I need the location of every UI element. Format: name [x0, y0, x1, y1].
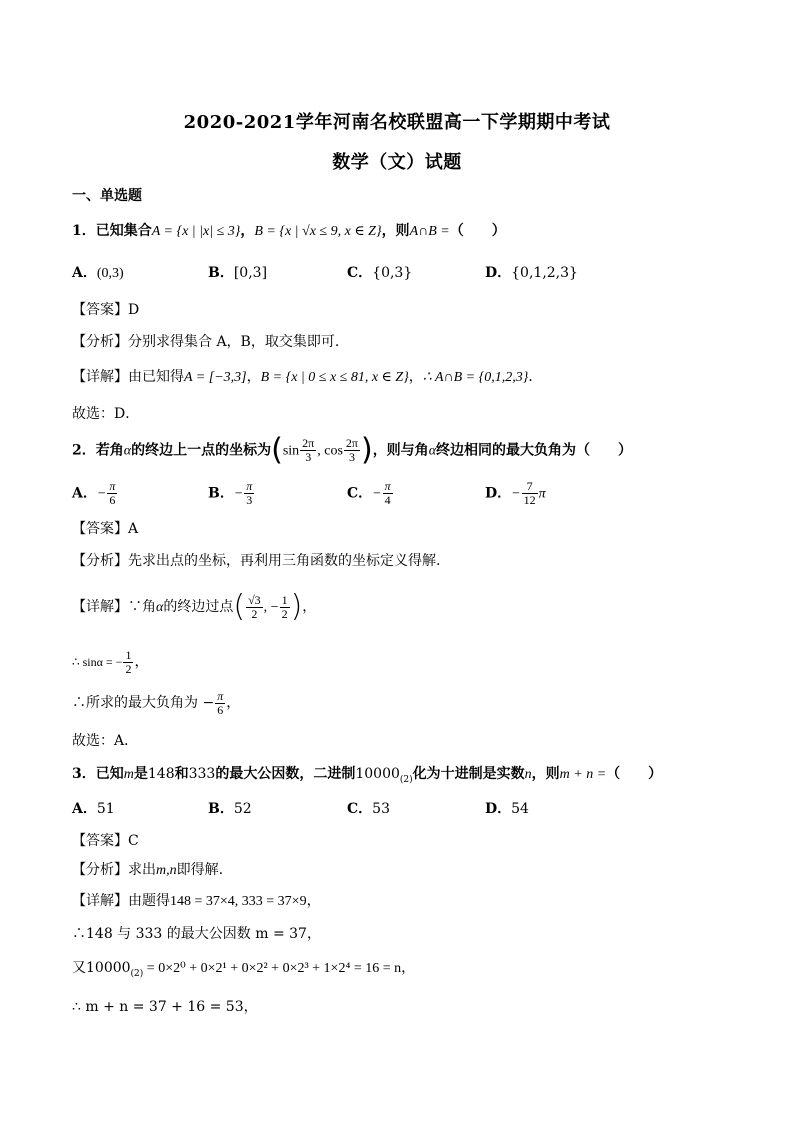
detail-expr: 148 = 37×4, 333 = 37×9	[170, 894, 307, 909]
option-label: A．	[72, 265, 97, 281]
frac-den: 3	[246, 493, 253, 507]
q3-sum-line: ∴ m + n = 37 + 16 = 53，	[72, 999, 258, 1015]
left-paren: (	[233, 589, 246, 624]
right-paren: )	[290, 589, 303, 624]
q1-stem	[72, 221, 734, 242]
option-value: {0,1,2,3}	[511, 265, 578, 281]
q1-option-d	[485, 263, 578, 283]
option-value: 54	[511, 801, 529, 817]
q1-option-c	[347, 263, 412, 283]
frac-num: √3	[248, 592, 261, 607]
q3-stem-text: 已知	[95, 766, 124, 782]
frac-num: 1	[125, 647, 132, 662]
conv-text: 又	[72, 960, 86, 976]
frac-num: π	[384, 479, 391, 493]
frac-den: 6	[109, 493, 116, 507]
q1-blank: （ ）	[449, 223, 506, 239]
q2-stem-text2: 的终边上一点的坐标为	[131, 442, 272, 459]
detail-tag: 【详解】	[72, 369, 128, 385]
q2-result-line	[72, 688, 734, 718]
q2-answer	[72, 519, 734, 539]
analysis-tag: 【分析】	[72, 553, 128, 569]
q3-stem-text2: 是	[133, 766, 148, 782]
q1-number: 1．	[72, 223, 96, 239]
conv-binary: 10000	[86, 960, 131, 976]
option-value: 53	[372, 801, 390, 817]
q1-answer	[72, 300, 734, 320]
option-sign: −	[96, 486, 107, 502]
q2-alpha: α	[428, 443, 437, 459]
q3-answer	[72, 831, 734, 851]
q3-stem-text6: ，则	[531, 766, 560, 782]
option-value: 52	[233, 801, 252, 817]
detail-tag: 【详解】	[72, 599, 128, 615]
detail-text: ∵角	[128, 599, 156, 615]
q2-option-d	[485, 480, 546, 507]
point-frac2	[280, 594, 290, 621]
analysis-tag: 【分析】	[72, 334, 128, 350]
frac-den: 3	[348, 450, 355, 464]
option-sign: −	[372, 486, 382, 502]
detail-end: ．	[528, 369, 543, 385]
answer-tag: 【答案】	[72, 521, 128, 537]
q2-choose: 故选：A．	[72, 733, 139, 749]
option-label: C．	[347, 801, 373, 817]
q3-analysis	[72, 860, 734, 881]
section-heading: 一、单选题	[72, 188, 142, 204]
detail-end: ，	[302, 599, 317, 615]
analysis-text2: 即得解.	[176, 862, 224, 878]
point-frac1	[246, 594, 263, 621]
q3-blank: （ ）	[606, 766, 663, 782]
detail-set-a: A = [−3,3]	[184, 370, 247, 385]
option-label: D．	[485, 265, 512, 281]
q2-stem-text3: ，则与角	[372, 442, 429, 459]
detail-sep: ，	[246, 369, 261, 385]
q1-expr: A∩B =	[409, 224, 450, 239]
q2-sin: sin	[282, 443, 300, 459]
q1-stem-text2: ，则	[381, 223, 410, 239]
q2-option-a	[72, 480, 118, 507]
option-value: {0,3}	[372, 265, 413, 281]
option-label: C．	[347, 265, 373, 281]
q1-option-a	[72, 263, 124, 284]
q2-stem-text: 若角	[95, 442, 124, 459]
frac-num: 7	[522, 480, 538, 494]
q1-set-b: B = {x | √x ≤ 9, x ∈ Z}	[254, 224, 382, 239]
q2-alpha: α	[123, 443, 132, 459]
q3-stem-text3: 和	[174, 766, 189, 782]
q3-gcd-line: ∴148 与 333 的最大公因数 m = 37，	[72, 926, 321, 942]
q2-stem-text4: 终边相同的最大负角为（ ）	[436, 442, 633, 459]
conv-binary-sub: (2)	[130, 968, 144, 979]
detail-tag: 【详解】	[72, 893, 128, 909]
q3-333: 333	[188, 766, 216, 782]
page-subtitle: 数学（文）试题	[332, 152, 462, 173]
q2-number: 2．	[72, 442, 96, 459]
analysis-tag: 【分析】	[72, 862, 128, 878]
sin-expr: ∴ sinα = −	[72, 655, 123, 669]
frac-num: 2π	[302, 436, 315, 450]
sin-frac	[123, 649, 133, 676]
answer-value: D	[128, 302, 140, 318]
q3-conversion-line	[72, 958, 734, 984]
q3-148: 148	[147, 766, 175, 782]
q2-option-c	[347, 480, 394, 507]
q3-m: m	[123, 767, 134, 782]
q2-option-b	[208, 480, 255, 507]
q1-option-b	[208, 263, 267, 283]
option-label: C．	[347, 485, 373, 502]
q3-number: 3．	[72, 766, 96, 782]
result-frac	[215, 690, 225, 717]
right-paren: )	[360, 432, 373, 468]
frac-den: 2	[251, 606, 258, 621]
option-value: [0,3]	[233, 265, 268, 281]
q3-n: n	[524, 767, 532, 782]
answer-tag: 【答案】	[72, 833, 128, 849]
q1-stem-text: 已知集合	[95, 223, 152, 239]
option-value: (0,3)	[96, 266, 124, 281]
answer-value: C	[128, 833, 139, 849]
q3-stem	[72, 764, 734, 790]
frac-num: 1	[281, 592, 288, 607]
q2-detail	[72, 589, 734, 624]
result-end: ，	[226, 695, 241, 711]
option-label: B．	[208, 801, 234, 817]
q3-detail	[72, 891, 734, 912]
option-sign: −	[233, 486, 244, 502]
detail-text: 由已知得	[128, 369, 184, 385]
detail-conclusion: ∴ A∩B = {0,1,2,3}	[422, 370, 529, 385]
q1-choose: 故选：D．	[72, 406, 140, 422]
option-label: D．	[485, 801, 512, 817]
q1-detail	[72, 367, 734, 388]
q2-frac2	[344, 437, 360, 464]
q3-option-d	[485, 799, 529, 819]
option-frac	[244, 480, 254, 507]
option-label: D．	[485, 485, 512, 502]
frac-den: 2	[281, 606, 288, 621]
frac-num: π	[109, 479, 116, 493]
answer-tag: 【答案】	[72, 302, 128, 318]
q3-stem-text5: 化为十进制是实数	[412, 766, 525, 782]
option-label: B．	[208, 485, 234, 502]
option-value: 51	[96, 801, 115, 817]
frac-den: 2	[125, 661, 132, 676]
sin-end: ，	[134, 654, 149, 670]
frac-num: 2π	[345, 436, 358, 450]
option-sign: −	[511, 486, 521, 502]
page-title: 2020-2021学年河南名校联盟高一下学期期中考试	[183, 112, 611, 133]
option-frac	[107, 480, 117, 507]
q2-frac1	[300, 437, 316, 464]
q1-sep: ，	[240, 223, 255, 239]
answer-value: A	[128, 521, 139, 537]
detail-set-b: B = {x | 0 ≤ x ≤ 81, x ∈ Z}	[260, 370, 409, 385]
detail-alpha: α	[156, 600, 164, 615]
frac-den: 3	[305, 450, 312, 464]
analysis-mn: m,n	[156, 863, 177, 878]
left-paren: (	[271, 432, 283, 468]
conv-end: ，	[401, 960, 416, 976]
q3-option-b	[208, 799, 252, 819]
frac-num: π	[217, 688, 224, 703]
frac-den: 12	[523, 493, 536, 507]
option-label: A．	[72, 801, 97, 817]
detail-sep: ，	[408, 369, 423, 385]
point-sep: , −	[263, 600, 279, 615]
q3-binary-sub: (2)	[399, 774, 413, 785]
option-label: B．	[208, 265, 234, 281]
frac-den: 4	[384, 493, 391, 507]
q3-stem-text4: 的最大公因数，二进制	[215, 766, 356, 782]
q2-analysis	[72, 551, 734, 571]
analysis-text: 先求出点的坐标，再利用三角函数的坐标定义得解.	[128, 553, 441, 569]
q3-option-a	[72, 799, 115, 819]
result-text: ∴所求的最大负角为 −	[72, 695, 215, 711]
q2-sin-line	[72, 647, 734, 677]
option-frac	[522, 480, 538, 507]
q2-stem	[72, 432, 734, 468]
detail-end: ，	[306, 893, 321, 909]
q1-set-a: A = {x | |x| ≤ 3}	[151, 224, 241, 239]
detail-text: 由题得	[128, 893, 170, 909]
q1-analysis	[72, 332, 734, 352]
option-tail: π	[538, 486, 546, 502]
frac-num: π	[246, 479, 253, 493]
detail-text2: 的终边过点	[163, 599, 234, 615]
option-frac	[383, 480, 393, 507]
analysis-text: 分别求得集合 A，B，取交集即可.	[128, 334, 340, 350]
option-label: A．	[72, 485, 97, 502]
q3-expr: m + n =	[559, 767, 607, 782]
analysis-text: 求出	[128, 862, 156, 878]
q2-cos: , cos	[317, 443, 343, 459]
conv-expr: = 0×2⁰ + 0×2¹ + 0×2² + 0×2³ + 1×2⁴ = 16 = n	[143, 961, 402, 976]
q3-option-c	[347, 799, 390, 819]
q3-binary: 10000	[355, 766, 400, 782]
frac-den: 6	[217, 702, 224, 717]
